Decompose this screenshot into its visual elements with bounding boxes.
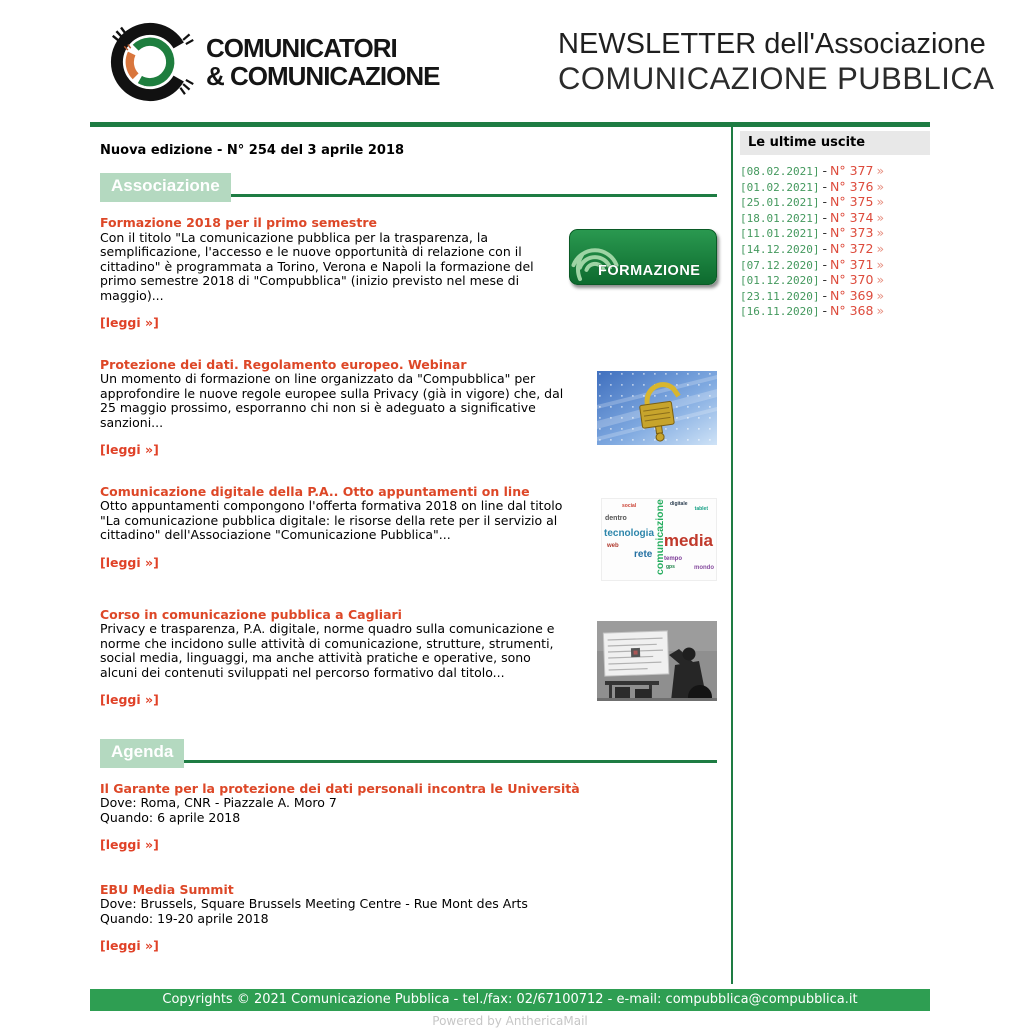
masthead-line2: COMUNICAZIONE PUBBLICA — [558, 60, 995, 97]
masthead-line1: NEWSLETTER dell'Associazione — [558, 28, 986, 60]
logo-icon — [104, 14, 196, 110]
logo-line1: COMUNICATORI — [206, 32, 397, 63]
wordcloud-word: digitale — [670, 500, 688, 507]
section-header-associazione — [100, 173, 717, 202]
article-thumbnail-formazione[interactable] — [569, 229, 717, 331]
edition-title: Nuova edizione - N° 254 del 3 aprile 2018 — [100, 143, 405, 158]
event-quando: Quando: 19-20 aprile 2018 — [100, 910, 269, 926]
article-comunicazione-digitale — [100, 485, 717, 581]
issue-separator: - — [822, 272, 827, 288]
issue-number: N° 373 — [830, 225, 874, 241]
formazione-badge-image — [569, 229, 717, 285]
arrow-icon: » — [876, 272, 885, 288]
issue-separator: - — [822, 194, 827, 210]
wordcloud-word: mondo — [694, 564, 714, 571]
section-label-agenda: Agenda — [100, 739, 184, 768]
leggi-link[interactable]: [leggi »] — [100, 938, 159, 953]
article-protezione-dati — [100, 358, 717, 458]
arrow-icon: » — [876, 287, 885, 303]
event-ebu-media-summit — [100, 883, 717, 954]
arrow-icon: » — [876, 178, 885, 194]
issue-link-370[interactable] — [740, 273, 930, 289]
powered-by[interactable]: Powered by AnthericaMail — [432, 1013, 588, 1028]
arrow-icon: » — [876, 209, 885, 225]
issue-number: N° 371 — [830, 256, 874, 272]
section-label-associazione: Associazione — [100, 173, 231, 202]
article-title-link[interactable]: Protezione dei dati. Regolamento europeo. Webinar — [100, 356, 467, 372]
issue-number: N° 372 — [830, 240, 874, 256]
article-text — [100, 608, 568, 708]
issue-date: [01.12.2020] — [740, 274, 820, 288]
issue-separator: - — [822, 303, 827, 319]
article-body: Otto appuntamenti compongono l'offerta formativa 2018 on line dal titolo "La comunicazione pubblica digitale: le risorse della rete per il servizio al cittadino" dell'Associazione "Comunicazione Pubblica"... — [100, 498, 563, 542]
page-header — [0, 0, 1024, 122]
wordcloud-word: social — [622, 502, 637, 509]
issue-number: N° 376 — [830, 178, 874, 194]
issue-number: N° 370 — [830, 272, 874, 288]
article-thumbnail-classroom[interactable] — [597, 621, 717, 708]
issue-date: [23.11.2020] — [740, 289, 820, 303]
wordcloud-word: comunicazione — [654, 498, 666, 575]
issue-link-371[interactable] — [740, 258, 930, 274]
article-body: Un momento di formazione on line organizzato da "Compubblica" per approfondire le nuove regole europee sulla Privacy (già in vigore) che, dal 25 maggio prossimo, esporranno chi non si è adeguato a significative sanzioni... — [100, 371, 564, 430]
article-body: Con il titolo "La comunicazione pubblica per la trasparenza, la semplificazione, l'accesso e le nuove opportunità di relazione con il cittadino" è programmata a Torino, Verona e Napoli la formazione del primo semestre 2018 di "Compubblica" (inizio previsto nel mese di maggio)... — [100, 229, 534, 303]
sidebar-title: Le ultime uscite — [740, 131, 930, 155]
issue-link-369[interactable] — [740, 289, 930, 305]
wordcloud-word: gps — [666, 563, 675, 570]
issue-separator: - — [822, 163, 827, 178]
issue-separator: - — [822, 225, 827, 241]
issue-date: [16.11.2020] — [740, 305, 820, 319]
issue-link-376[interactable] — [740, 180, 930, 196]
arrow-icon: » — [876, 225, 885, 241]
article-text — [100, 216, 568, 331]
leggi-link[interactable]: [leggi »] — [100, 442, 159, 457]
leggi-link[interactable]: [leggi »] — [100, 554, 159, 570]
article-text — [100, 358, 568, 458]
issue-link-368[interactable] — [740, 304, 930, 320]
logo-wordmark — [206, 34, 439, 90]
footer-copyright-bar: Copyrights © 2021 Comunicazione Pubblica - tel./fax: 02/67100712 - e-mail: compubblica@compubblica.it — [90, 989, 930, 1011]
masthead — [558, 28, 994, 97]
wordcloud-word: rete — [634, 548, 653, 560]
event-title-link[interactable]: EBU Media Summit — [100, 881, 234, 897]
wordcloud-word: tempo — [664, 555, 682, 562]
issue-separator: - — [822, 240, 827, 256]
issue-link-375[interactable] — [740, 195, 930, 211]
arrow-icon: » — [876, 194, 885, 210]
wordcloud-word: tablet — [694, 505, 708, 512]
issue-date: [07.12.2020] — [740, 258, 820, 272]
article-formazione — [100, 216, 717, 331]
arrow-icon: » — [876, 303, 885, 319]
issue-number: N° 368 — [830, 303, 874, 319]
arrow-icon: » — [876, 163, 885, 178]
issue-separator: - — [822, 209, 827, 225]
issue-separator: - — [822, 287, 827, 303]
wordcloud-word: tecnologia — [604, 527, 655, 539]
issue-date: [01.02.2021] — [740, 180, 820, 194]
issue-separator: - — [822, 256, 827, 272]
logo[interactable] — [104, 14, 439, 110]
section-divider-line — [231, 194, 717, 197]
event-garante — [100, 782, 717, 853]
classroom-photo — [597, 621, 717, 701]
issue-date: [11.01.2021] — [740, 227, 820, 241]
wordcloud-word: web — [607, 542, 619, 549]
issue-date: [18.01.2021] — [740, 211, 820, 225]
sidebar — [733, 127, 930, 984]
issue-number: N° 375 — [830, 194, 874, 210]
article-thumbnail-padlock[interactable] — [597, 371, 717, 458]
article-title-link[interactable]: Corso in comunicazione pubblica a Cagliari — [100, 606, 402, 622]
article-text — [100, 485, 568, 581]
svg-text:FORMAZIONE: FORMAZIONE — [598, 263, 701, 279]
article-thumbnail-wordcloud[interactable] — [601, 498, 717, 581]
padlock-image — [597, 371, 717, 445]
event-title-link[interactable]: Il Garante per la protezione dei dati personali incontra le Università — [100, 780, 580, 796]
wordcloud-word: media — [663, 530, 713, 550]
issue-link-373[interactable] — [740, 226, 930, 242]
content-area — [90, 127, 930, 984]
issue-date: [14.12.2020] — [740, 242, 820, 256]
article-title-link[interactable]: Formazione 2018 per il primo semestre — [100, 215, 377, 230]
section-header-agenda — [100, 739, 717, 768]
leggi-link[interactable]: [leggi »] — [100, 315, 159, 330]
issue-date: [08.02.2021] — [740, 165, 820, 178]
leggi-link[interactable]: [leggi »] — [100, 692, 159, 707]
issue-separator: - — [822, 178, 827, 194]
issue-number: N° 377 — [830, 163, 874, 178]
issue-date: [25.01.2021] — [740, 196, 820, 210]
issue-number: N° 369 — [830, 287, 874, 303]
issue-link-372[interactable] — [740, 242, 930, 258]
event-quando: Quando: 6 aprile 2018 — [100, 809, 241, 825]
arrow-icon: » — [876, 256, 885, 272]
event-dove: Dove: Brussels, Square Brussels Meeting Centre - Rue Mont des Arts — [100, 896, 528, 911]
wordcloud-word: dentro — [605, 514, 627, 522]
article-body: Privacy e trasparenza, P.A. digitale, norme quadro sulla comunicazione e norme che incidono sulle attività di comunicazione, strutture, strumenti, social media, linguaggi, ma anche attività pratiche e operative, sono alcuni dei contenuti sviluppati nel percorso formativo dal titolo... — [100, 621, 555, 680]
main-column — [90, 127, 731, 984]
arrow-icon: » — [876, 240, 885, 256]
issue-link-374[interactable] — [740, 211, 930, 227]
section-divider-line — [184, 760, 717, 763]
issue-number: N° 374 — [830, 209, 874, 225]
logo-line2: & COMUNICAZIONE — [206, 61, 440, 91]
wordcloud-image — [601, 498, 717, 581]
issue-link-377[interactable] — [740, 164, 930, 180]
article-corso-cagliari — [100, 608, 717, 708]
leggi-link[interactable]: [leggi »] — [100, 837, 159, 852]
article-title-link[interactable]: Comunicazione digitale della P.A.. Otto appuntamenti on line — [100, 483, 530, 499]
event-dove: Dove: Roma, CNR - Piazzale A. Moro 7 — [100, 795, 337, 810]
